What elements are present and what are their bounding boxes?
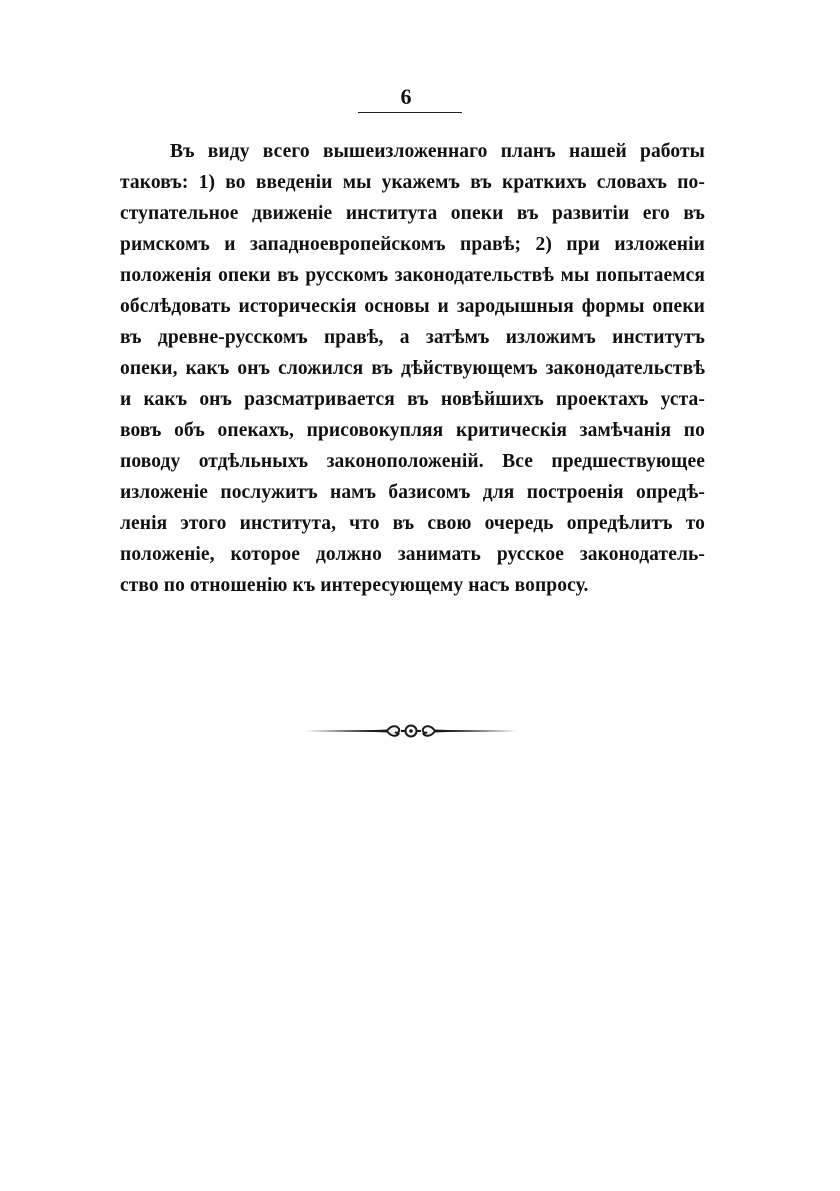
text-line: ленiя этого института, что въ свою очередь опредѣлитъ то <box>120 513 705 534</box>
text-line: положенiя опеки въ русскомъ законодательствѣ мы попытаемся <box>120 265 705 286</box>
end-ornament-icon <box>305 720 517 742</box>
page-number-rule <box>358 112 458 113</box>
text-line: римскомъ и западноевропейскомъ правѣ; 2) при изложенiи <box>120 234 705 255</box>
text-line: опеки, какъ онъ сложился въ дѣйствующемъ законодательствѣ <box>120 358 705 379</box>
text-line: вовъ объ опекахъ, присовокупляя критическiя замѣчанiя по <box>120 420 705 441</box>
text-line: ство по отношенiю къ интересующему насъ вопросу. <box>120 575 589 596</box>
text-line: поводу отдѣльныхъ законоположенiй. Все предшествующее <box>120 451 705 472</box>
text-line: таковъ: 1) во введенiи мы укажемъ въ краткихъ словахъ по- <box>120 172 705 193</box>
text-line: ступательное движенiе института опеки въ развитiи его въ <box>120 203 705 224</box>
text-line: и какъ онъ разсматривается въ новѣйшихъ проектахъ уста- <box>120 389 705 410</box>
text-line: изложенiе послужитъ намъ базисомъ для построенiя опредѣ- <box>120 482 705 503</box>
text-line: въ древне-русскомъ правѣ, а затѣмъ изложимъ институтъ <box>120 327 705 348</box>
page-number: 6 <box>400 84 412 109</box>
text-line: Въ виду всего вышеизложеннаго планъ нашей работы <box>170 141 705 162</box>
text-line: обслѣдовать историческiя основы и зародышныя формы опеки <box>120 296 705 317</box>
text-line: положенiе, которое должно занимать русское законодатель- <box>120 544 705 565</box>
body-paragraph <box>120 136 705 601</box>
